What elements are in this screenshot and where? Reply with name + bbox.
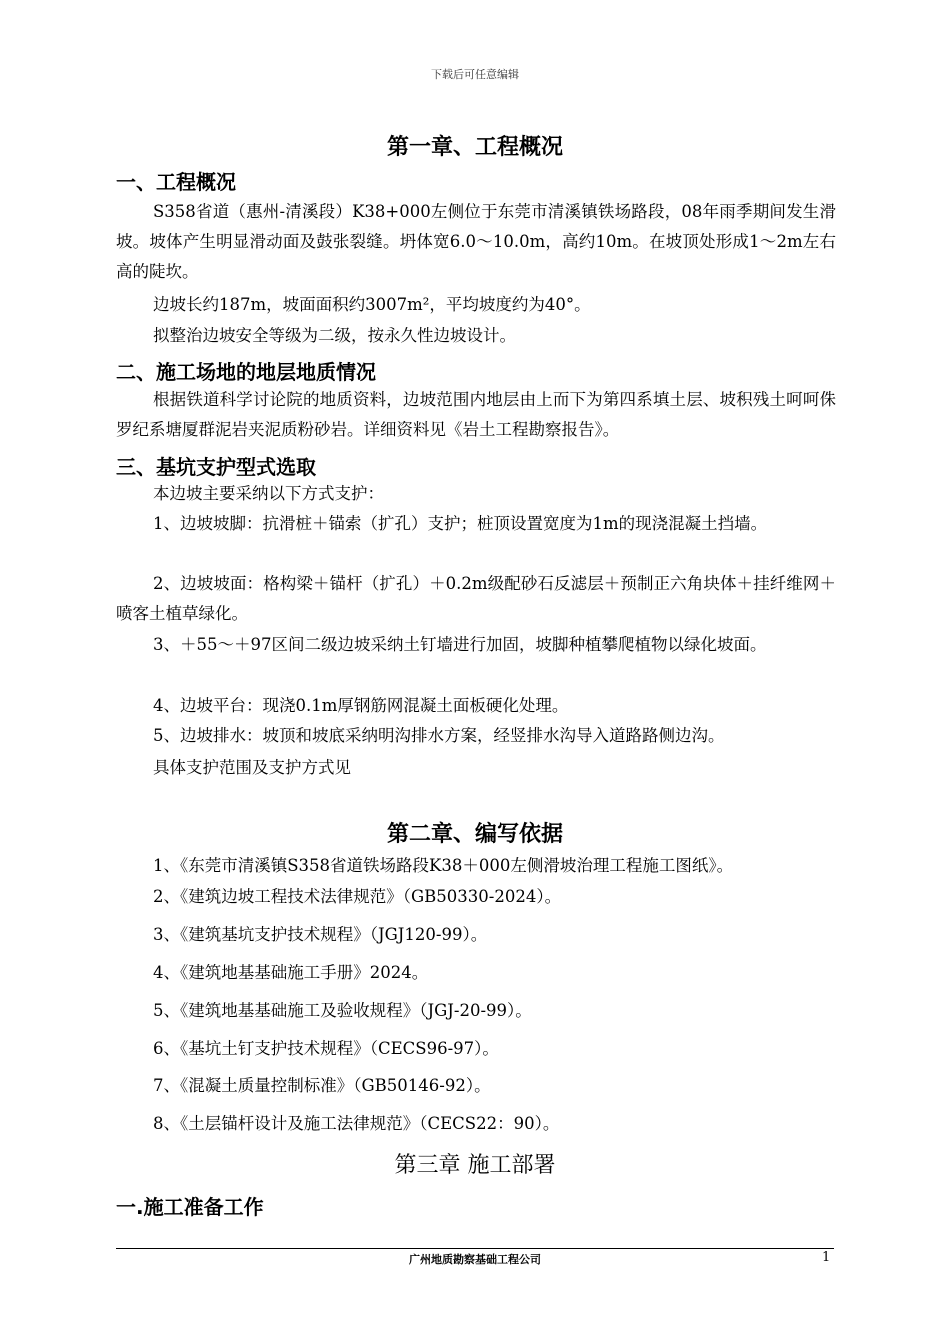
- footer-divider: [116, 1248, 834, 1249]
- section3-paragraph-6: 具体支护范围及支护方式见: [153, 758, 351, 777]
- chapter2-title: 第二章、编写依据: [386, 822, 563, 847]
- reference-item-2: 2、《建筑边坡工程技术法律规范》（GB50330-2024）。: [153, 887, 562, 906]
- footer-company: 广州地质勘察基础工程公司: [409, 1253, 541, 1266]
- reference-item-7: 7、《混凝土质量控制标准》（GB50146-92）。: [153, 1076, 491, 1095]
- chapter3-section1-heading: 一.施工准备工作: [116, 1195, 264, 1219]
- reference-item-8: 8、《土层锚杆设计及施工法律规范》（CECS22：90）。: [153, 1114, 560, 1133]
- reference-item-4: 4、《建筑地基基础施工手册》2024。: [153, 963, 429, 982]
- section3-paragraph-0: 本边坡主要采纳以下方式支护：: [153, 484, 384, 503]
- section3-paragraph-1: 1、边坡坡脚：抗滑桩＋锚索（扩孔）支护；桩顶设置宽度为1m的现浇混凝土挡墙。: [153, 514, 768, 533]
- section2-paragraph-1: 根据铁道科学讨论院的地质资料，边坡范围内地层由上而下为第四系填土层、坡积残土呵呵侏罗纪系塘厦群泥岩夹泥质粉砂岩。详细资料见《岩土工程勘察报告》。: [116, 390, 836, 439]
- section1-paragraph-3: 拟整治边坡安全等级为二级，按永久性边坡设计。: [153, 326, 516, 345]
- section1-paragraph-1: S358省道（惠州-清溪段）K38+000左侧位于东莞市清溪镇铁场路段，08年雨季期间发生滑坡。坡体产生明显滑动面及鼓张裂缝。坍体宽6.0～10.0m，高约10m。在坡顶处形成1～2m左右高的陡坎。: [116, 202, 836, 281]
- section1-heading: 一、工程概况: [116, 170, 236, 194]
- section3-paragraph-3: 3、＋55～＋97区间二级边坡采纳土钉墙进行加固，坡脚种植攀爬植物以绿化坡面。: [153, 635, 767, 654]
- reference-item-5: 5、《建筑地基基础施工及验收规程》（JGJ-20-99）。: [153, 1001, 532, 1020]
- section2-heading: 二、施工场地的地层地质情况: [116, 360, 376, 384]
- page-number: 1: [822, 1250, 831, 1265]
- section3-paragraph-2: 2、边坡坡面：格构梁＋锚杆（扩孔）＋0.2m级配砂石反滤层＋预制正六角块体＋挂纤维网＋喷客土植草绿化。: [116, 574, 836, 623]
- section1-paragraph-2: 边坡长约187m，坡面面积约3007m²，平均坡度约为40°。: [153, 295, 591, 314]
- page-header: 下载后可任意编辑: [431, 68, 519, 81]
- reference-item-6: 6、《基坑土钉支护技术规程》（CECS96-97）。: [153, 1039, 499, 1058]
- section3-paragraph-4: 4、边坡平台：现浇0.1m厚钢筋网混凝土面板硬化处理。: [153, 696, 569, 715]
- chapter1-title: 第一章、工程概况: [386, 135, 563, 160]
- section3-heading: 三、基坑支护型式选取: [116, 455, 316, 479]
- section3-paragraph-5: 5、边坡排水：坡顶和坡底采纳明沟排水方案，经竖排水沟导入道路路侧边沟。: [153, 726, 725, 745]
- reference-item-3: 3、《建筑基坑支护技术规程》（JGJ120-99）。: [153, 925, 488, 944]
- reference-item-1: 1、《东莞市清溪镇S358省道铁场路段K38＋000左侧滑坡治理工程施工图纸》。: [153, 856, 734, 875]
- chapter3-title: 第三章 施工部署: [394, 1153, 556, 1178]
